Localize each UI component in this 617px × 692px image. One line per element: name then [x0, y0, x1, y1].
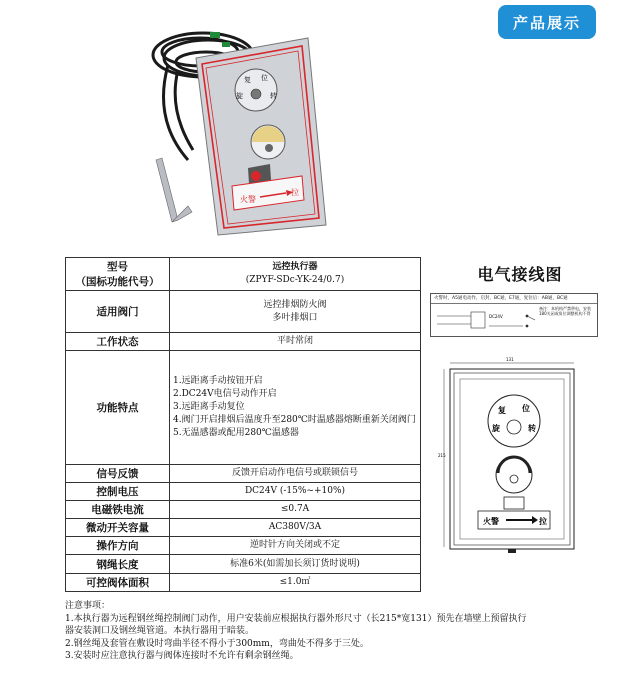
dim-width-text: 131: [506, 357, 514, 362]
voltage-key: 控制电压: [66, 483, 170, 501]
drawing-reset-text: 复: [498, 406, 506, 415]
model-value-code: (ZPYF-SDc-YK-24/0.7): [245, 275, 345, 285]
valve-value-cell: [170, 291, 421, 333]
direction-key: 操作方向: [66, 537, 170, 555]
feature-item: 3.远距离手动复位: [173, 402, 245, 412]
area-key: 可控阀体面积: [66, 574, 170, 592]
dim-height-text: 215: [438, 453, 446, 458]
cable-tag-green: [210, 32, 220, 38]
table-row: [66, 483, 421, 501]
wiring-schematic: [431, 304, 597, 336]
rope-key: 钢绳长度: [66, 555, 170, 574]
model-value: 远控执行器: [272, 262, 318, 272]
photo-fire-text: 火警: [240, 195, 256, 204]
notes-title: 注意事项：: [65, 601, 111, 611]
model-value-cell: [170, 258, 421, 291]
notes-section: [65, 600, 535, 663]
drawing-pos-text: 位: [522, 404, 530, 413]
drawing-fire-text: 火警: [483, 517, 499, 526]
model-key-sub: （国标功能代号）: [75, 276, 160, 288]
table-row: [66, 537, 421, 555]
features-key: 功能特点: [66, 351, 170, 465]
table-row: [66, 574, 421, 592]
valve-value-1: 远控排烟防火阀: [263, 299, 327, 310]
table-row: [66, 258, 421, 291]
dial-pos-text: 位: [261, 74, 268, 82]
feature-item: 4.阀门开启排烟后温度升至280℃时温感器熔断重新关闭阀门: [173, 415, 416, 425]
state-value: 平时常闭: [170, 333, 421, 351]
note-item: 3.安装时应注意执行器与阀体连接时不允许有剩余钢丝绳。: [65, 651, 299, 661]
product-photo: [148, 20, 348, 245]
drawing-pull-text: 拉: [539, 517, 547, 526]
cable-tag-green: [222, 42, 230, 47]
signal-key: 信号反馈: [66, 465, 170, 483]
valve-value-2: 多叶排烟口: [272, 312, 318, 323]
model-key: 型号: [107, 261, 128, 273]
feature-item: 2.DC24V电信号动作开启: [173, 389, 277, 399]
rope-value: 标准6米(如需加长须订货时说明): [170, 555, 421, 574]
current-key: 电磁铁电流: [66, 501, 170, 519]
direction-value: 逆时针方向关闭或不定: [170, 537, 421, 555]
current-value: ≤0.7A: [170, 501, 421, 519]
signal-value: 反馈开启动作电信号或联锁信号: [170, 465, 421, 483]
wiring-dc-label: DC24V: [489, 314, 503, 319]
switch-key: 微动开关容量: [66, 519, 170, 537]
actuator-plate: [196, 38, 326, 235]
table-row: [66, 291, 421, 333]
note-item: 1.本执行器为远程钢丝绳控制阀门动作，用户安装前应根据执行器外形尺寸（长215*宽131）预先在墙壁上预留执行器安装洞口及钢丝绳管道。本执行器用于暗装。: [65, 613, 527, 636]
wiring-diagram: [430, 293, 598, 337]
table-row: [66, 501, 421, 519]
hex-key: [156, 158, 192, 222]
wiring-note: 备注：本机构严禁带电，安装180关闭或角位调整机构不得: [539, 306, 591, 316]
model-key-cell: [66, 258, 170, 291]
feature-item: 1.远距离手动按钮开启: [173, 376, 263, 386]
drawing-turn-text: 转: [528, 424, 536, 433]
spec-table: [65, 257, 421, 592]
wiring-header-text: 火警时，A5通电动作，启封，BC通，E7通，复位后：AB通，BC通: [431, 294, 597, 304]
dial-turn-text: 转: [270, 92, 277, 100]
product-showcase-badge: 产品展示: [498, 5, 596, 39]
feature-item: 5.无温感器或配用280℃温感器: [173, 428, 299, 438]
table-row: [66, 519, 421, 537]
voltage-value: DC24V (-15%~+10%): [170, 483, 421, 501]
area-value: ≤1.0㎡: [170, 574, 421, 592]
red-pull-knob: [251, 171, 261, 181]
wiring-diagram-title: 电气接线图: [477, 265, 563, 284]
photo-pull-text: 拉: [291, 188, 299, 197]
table-row: [66, 555, 421, 574]
valve-key: 适用阀门: [66, 291, 170, 333]
drawing-rot-text: 旋: [492, 424, 500, 433]
table-row: [66, 351, 421, 465]
dial-rot-text: 旋: [236, 92, 243, 100]
state-key: 工作状态: [66, 333, 170, 351]
note-item: 2.钢丝绳及套管在敷设时弯曲半径不得小于300mm，弯曲处不得多于三处。: [65, 638, 369, 649]
dimension-drawing: [438, 357, 590, 557]
table-row: [66, 333, 421, 351]
features-list: [170, 351, 421, 465]
dial-reset-text: 复: [244, 76, 251, 84]
table-row: [66, 465, 421, 483]
switch-value: AC380V/3A: [170, 519, 421, 537]
